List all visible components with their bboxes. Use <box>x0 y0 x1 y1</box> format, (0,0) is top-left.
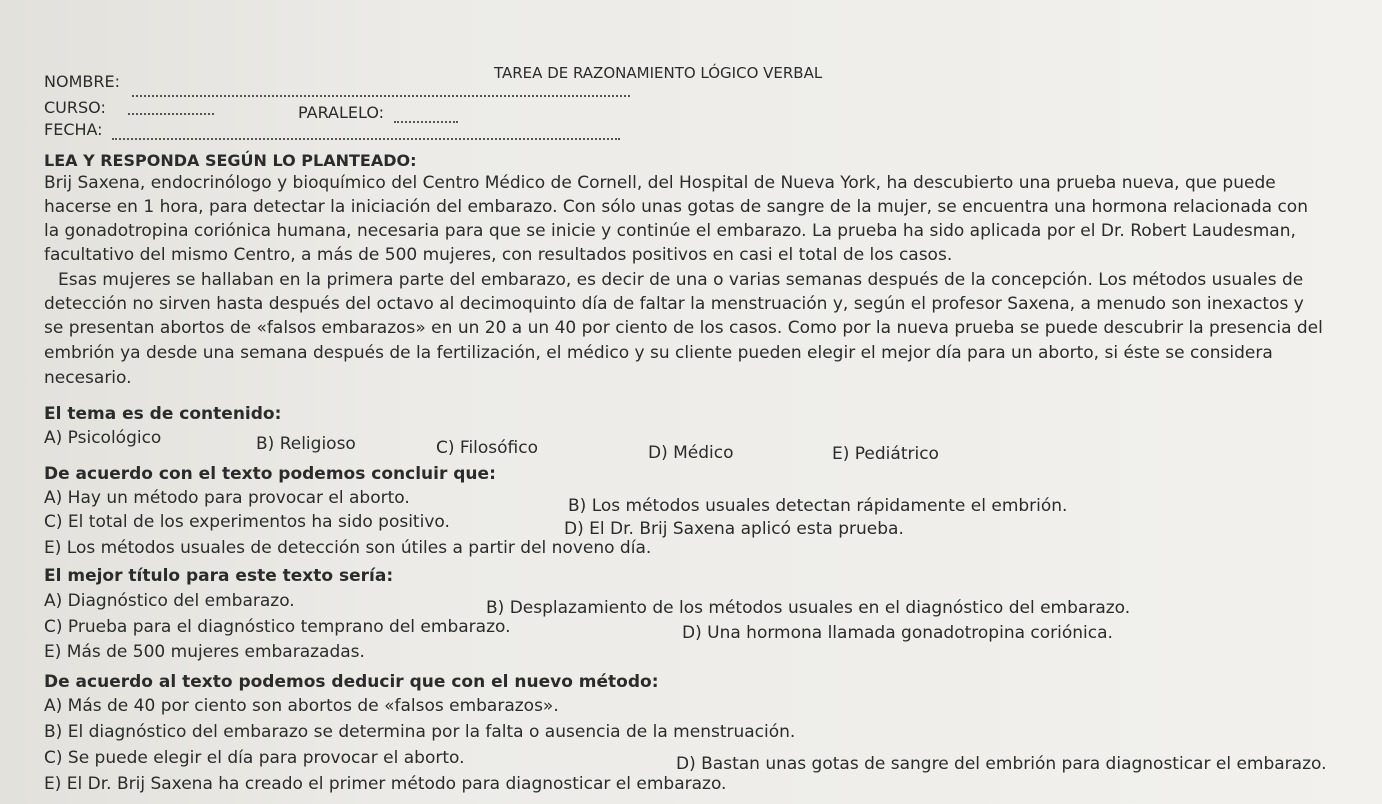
passage-line: se presentan abortos de «falsos embarazos» en un 20 a un 40 por ciento de los casos. Como por la nueva prueba se puede descubrir la presencia del <box>44 318 1323 338</box>
passage-line: necesario. <box>44 368 132 388</box>
answer-option[interactable]: B) Religioso <box>256 434 356 454</box>
curso-line[interactable] <box>128 113 214 115</box>
passage-line: la gonadotropina coriónica humana, necesaria para que se inicie y continúe el embarazo. La prueba ha sido aplicada por el Dr. Robert Laudesman, <box>44 221 1296 241</box>
fecha-label: FECHA: <box>44 120 103 139</box>
answer-option[interactable]: C) Filosófico <box>436 438 539 458</box>
answer-option[interactable]: D) Bastan unas gotas de sangre del embrión para diagnosticar el embarazo. <box>676 754 1327 774</box>
nombre-label: NOMBRE: <box>44 72 120 91</box>
paralelo-label: PARALELO: <box>298 103 385 122</box>
answer-option[interactable]: D) Médico <box>648 443 734 463</box>
curso-label: CURSO: <box>44 98 106 117</box>
answer-option[interactable]: A) Diagnóstico del embarazo. <box>44 591 295 611</box>
fecha-line[interactable] <box>112 138 620 140</box>
answer-option[interactable]: D) Una hormona llamada gonadotropina coriónica. <box>682 623 1113 643</box>
question-prompt: El tema es de contenido: <box>44 404 282 424</box>
passage-line: embrión ya desde una semana después de la fertilización, el médico y su cliente pueden elegir el mejor día para un aborto, si éste se considera <box>44 343 1273 363</box>
answer-option[interactable]: A) Psicológico <box>44 428 162 448</box>
instruction: LEA Y RESPONDA SEGÚN LO PLANTEADO: <box>44 151 417 170</box>
paralelo-line[interactable] <box>394 121 458 123</box>
question-prompt: De acuerdo con el texto podemos concluir que: <box>44 464 496 484</box>
answer-option[interactable]: E) Pediátrico <box>832 444 939 464</box>
answer-option[interactable]: B) Los métodos usuales detectan rápidamente el embrión. <box>568 496 1068 516</box>
passage-line: Brij Saxena, endocrinólogo y bioquímico del Centro Médico de Cornell, del Hospital de Nueva York, ha descubierto una prueba nueva, que puede <box>44 173 1276 193</box>
nombre-line[interactable] <box>132 95 630 97</box>
answer-option[interactable]: B) El diagnóstico del embarazo se determina por la falta o ausencia de la menstruación. <box>44 722 796 742</box>
answer-option[interactable]: E) Los métodos usuales de detección son útiles a partir del noveno día. <box>44 538 652 558</box>
answer-option[interactable]: C) El total de los experimentos ha sido positivo. <box>44 512 450 532</box>
answer-option[interactable]: B) Desplazamiento de los métodos usuales en el diagnóstico del embarazo. <box>486 598 1131 618</box>
answer-option[interactable]: E) El Dr. Brij Saxena ha creado el primer método para diagnosticar el embarazo. <box>44 774 727 794</box>
question-prompt: El mejor título para este texto sería: <box>44 566 394 586</box>
passage-line: detección no sirven hasta después del octavo al decimoquinto día de faltar la menstruación y, según el profesor Saxena, a menudo son inexactos y <box>44 294 1304 314</box>
answer-option[interactable]: C) Se puede elegir el día para provocar el aborto. <box>44 748 465 768</box>
passage-line: facultativo del mismo Centro, a más de 500 mujeres, con resultados positivos en casi el total de los casos. <box>44 245 953 265</box>
worksheet-title: TAREA DE RAZONAMIENTO LÓGICO VERBAL <box>494 64 823 82</box>
answer-option[interactable]: A) Más de 40 por ciento son abortos de «falsos embarazos». <box>44 696 559 716</box>
answer-option[interactable]: A) Hay un método para provocar el aborto. <box>44 488 410 508</box>
answer-option[interactable]: C) Prueba para el diagnóstico temprano del embarazo. <box>44 617 511 637</box>
passage-line: Esas mujeres se hallaban en la primera parte del embarazo, es decir de una o varias semanas después de la concepción. Los métodos usuales de <box>58 270 1304 290</box>
passage-line: hacerse en 1 hora, para detectar la iniciación del embarazo. Con sólo unas gotas de sangre de la mujer, se encuentra una hormona relacionada con <box>44 197 1308 217</box>
question-prompt: De acuerdo al texto podemos deducir que con el nuevo método: <box>44 672 659 692</box>
answer-option[interactable]: D) El Dr. Brij Saxena aplicó esta prueba. <box>564 519 904 539</box>
answer-option[interactable]: E) Más de 500 mujeres embarazadas. <box>44 642 365 662</box>
